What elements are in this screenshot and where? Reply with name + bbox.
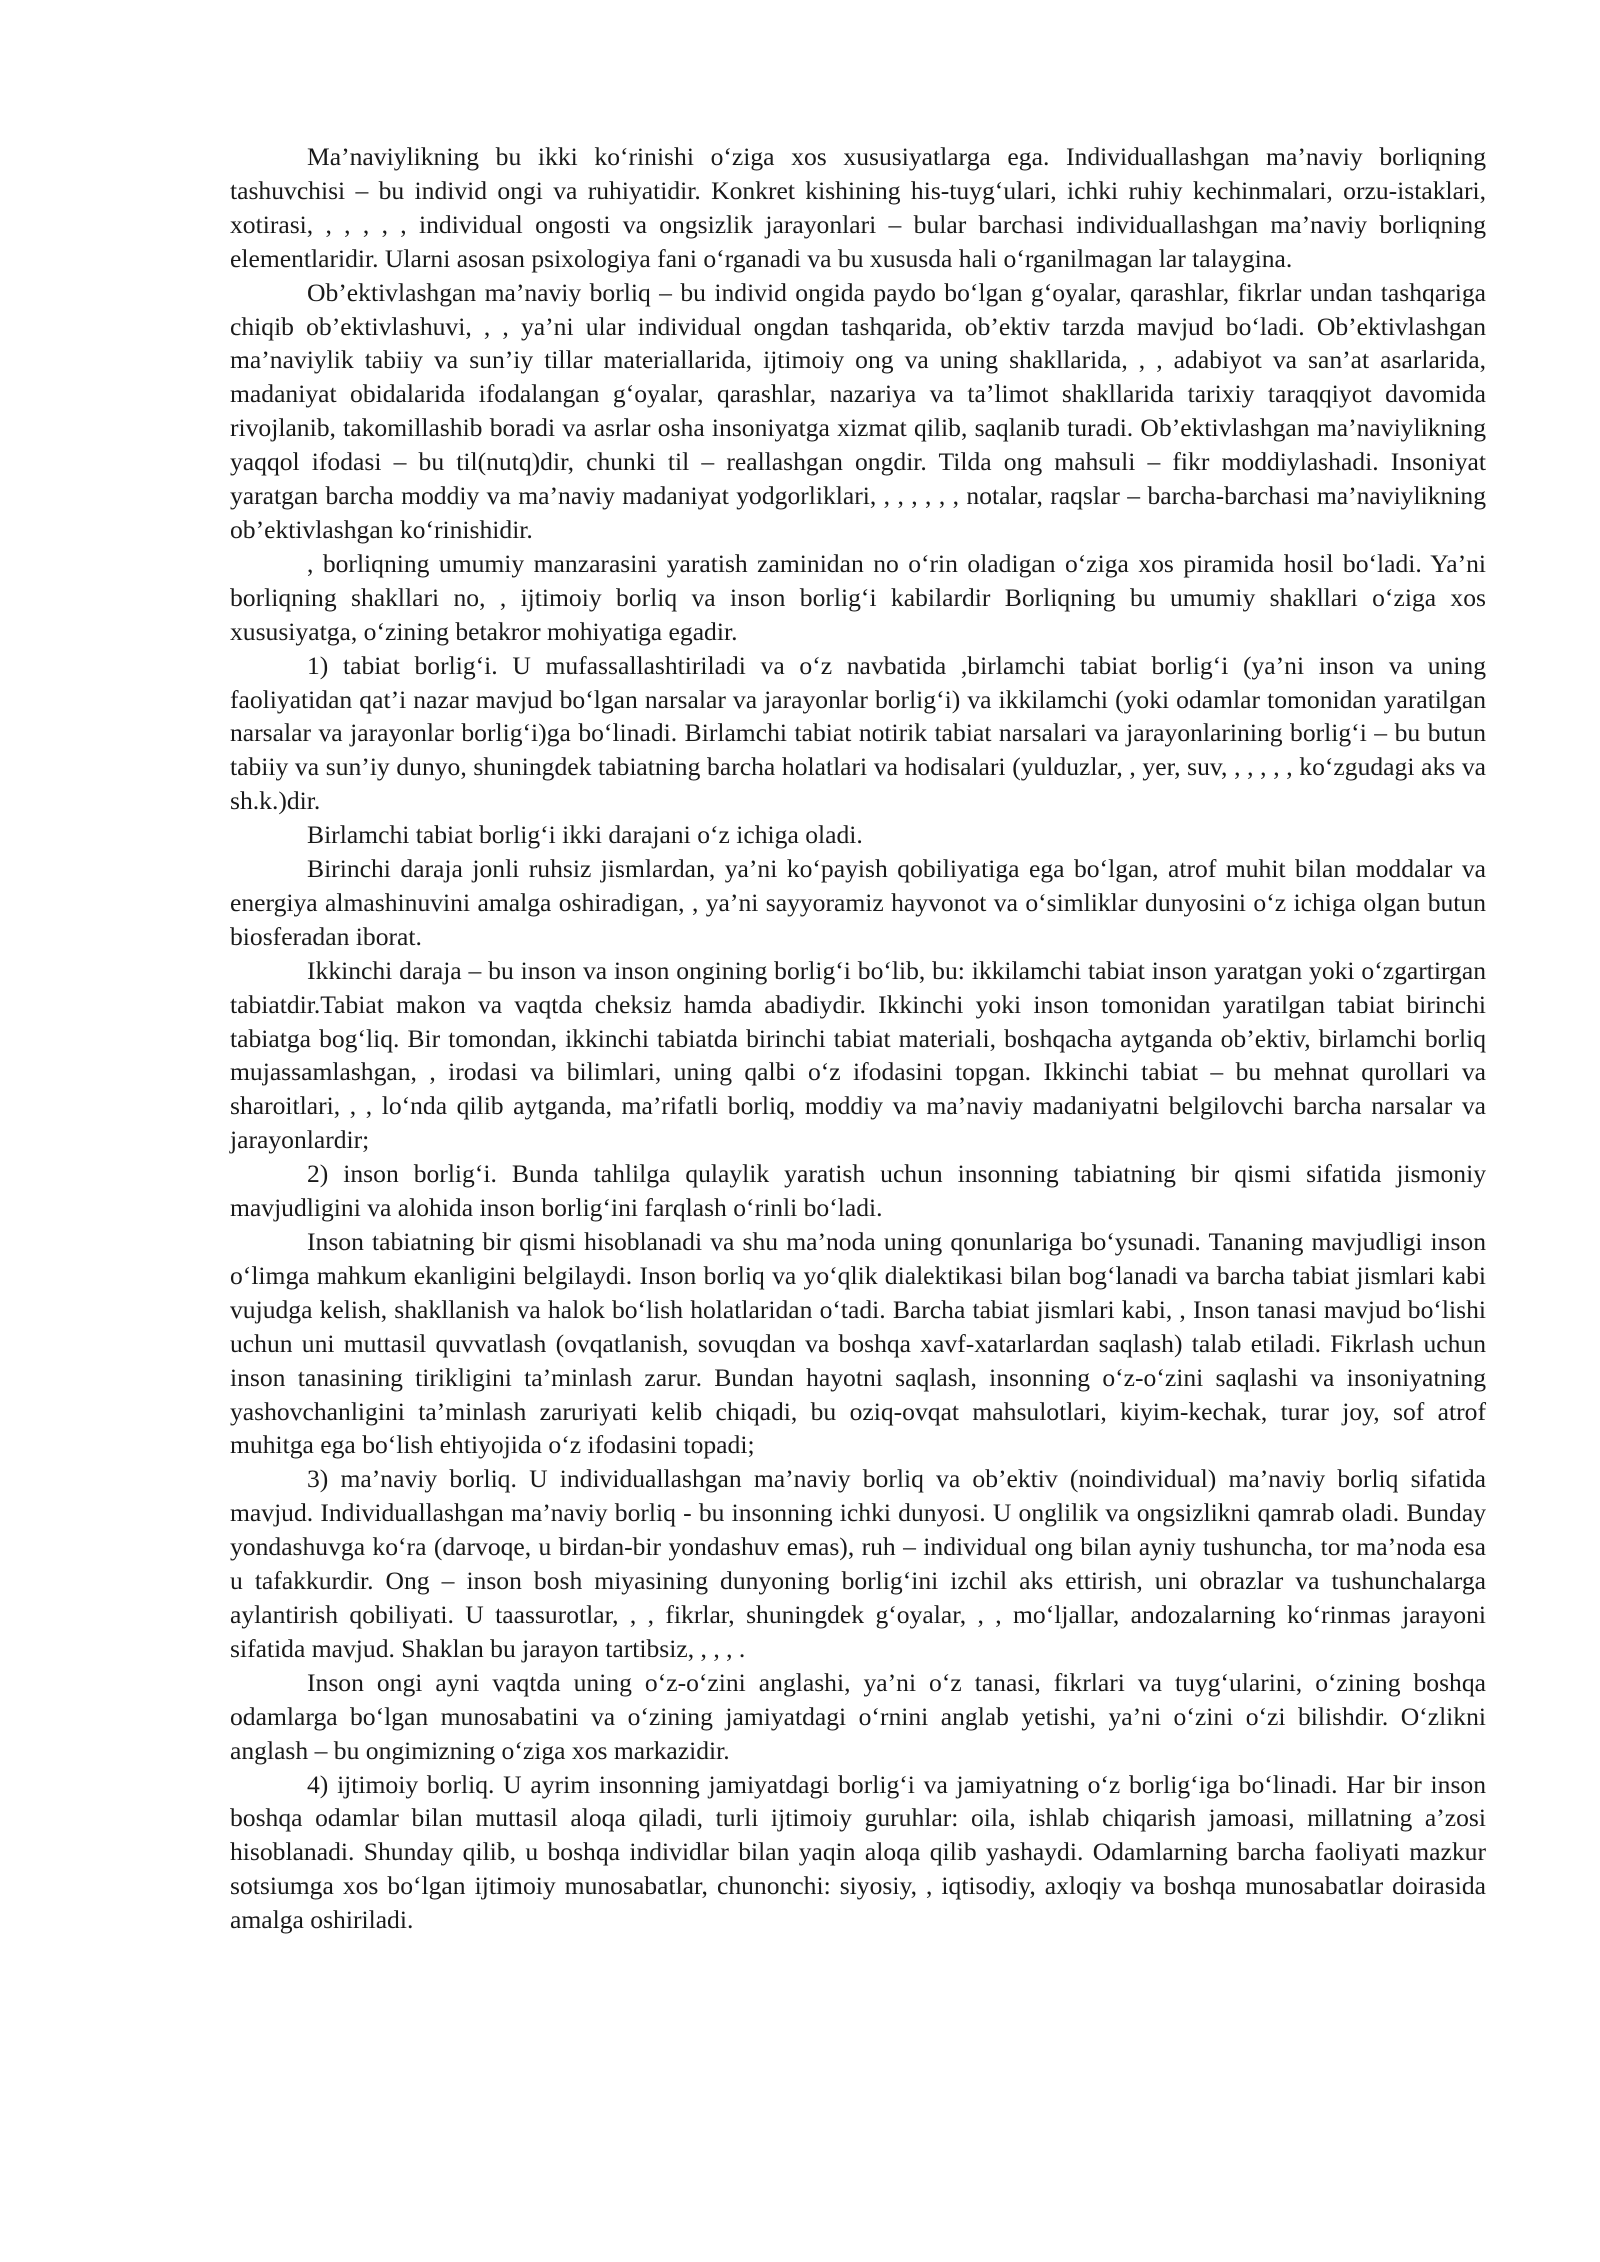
paragraph: Birlamchi tabiat borlig‘i ikki darajani o‘z ichiga oladi. — [307, 820, 863, 850]
paragraph: Ob’ektivlashgan ma’naviy borliq – bu individ ongida paydo bo‘lgan g‘oyalar, qarashlar, fikrlar undan tashqariga chiqib ob’ektivlashuvi, , , ya’ni ular individual ongdan tashqarida, ob’ektiv tarzda mavjud bo‘ladi. Ob’ektivlashgan ma’naviylik tabiiy va sun’iy tillar materiallarida, ijtimoiy ong va uning shakllarida, , , adabiyot va san’at asarlarida, madaniyat obidalarida ifodalangan g‘oyalar, qarashlar, nazariya va ta’limot shakllarida tarixiy taraqqiyot davomida rivojlanib, takomillashib boradi va asrlar osha insoniyatga xizmat qilib, saqlanib turadi. Ob’ektivlashgan ma’naviylikning yaqqol ifodasi – bu til(nutq)dir, chunki til – reallashgan ongdir. Tilda ong mahsuli – fikr moddiylashadi. Insoniyat yaratgan barcha moddiy va ma’naviy madaniyat yodgorliklari, , , , , , , notalar, raqslar – barcha-barchasi ma’naviylikning ob’ektivlashgan ko‘rinishidir. — [230, 277, 1486, 544]
paragraph: Ma’naviylikning bu ikki ko‘rinishi o‘ziga xos xususiyatlarga ega. Individuallashgan ma’naviy borliqning tashuvchisi – bu individ ongi va ruhiyatidir. Konkret kishining his-tuyg‘ulari, ichki ruhiy kechinmalari, orzu-istaklari, xotirasi, , , , , , individual ongosti va ongsizlik jarayonlari – bular barchasi individuallashgan ma’naviy borliqning elementlaridir. Ularni asosan psixologiya fani o‘rganadi va bu xususda hali o‘rganilmagan lar talaygina. — [230, 142, 1486, 273]
paragraph: , borliqning umumiy manzarasini yaratish zaminidan no o‘rin oladigan o‘ziga xos piramida hosil bo‘ladi. Ya’ni borliqning shakllari no, , ijtimoiy borliq va inson borlig‘i kabilardir Borliqning bu umumiy shakllari o‘ziga xos xususiyatga, o‘zining betakror mohiyatiga egadir. — [230, 548, 1486, 646]
paragraph: 3) ma’naviy borliq. U individuallashgan ma’naviy borliq va ob’ektiv (noindividual) ma’naviy borliq sifatida mavjud. Individuallashgan ma’naviy borliq - bu insonning ichki dunyosi. U onglilik va ongsizlikni qamrab oladi. Bunday yondashuvga ko‘ra (darvoqe, u birdan-bir yondashuv emas), ruh – individual ong bilan ayniy tushuncha, tor ma’noda esa u tafakkurdir. Ong – inson bosh miyasining dunyoning borlig‘ini izchil aks ettirish, uni obrazlar va tushunchalarga aylantirish qobiliyati. U taassurotlar, , , fikrlar, shuningdek g‘oyalar, , , mo‘ljallar, andozalarning ko‘rinmas jarayoni sifatida mavjud. Shaklan bu jarayon tartibsiz, , , , . — [230, 1464, 1486, 1663]
paragraph: 2) inson borlig‘i. Bunda tahlilga qulaylik yaratish uchun insonning tabiatning bir qismi sifatida jismoniy mavjudligini va alohida inson borlig‘ini farqlash o‘rinli bo‘ladi. — [230, 1159, 1486, 1223]
paragraph: 1) tabiat borlig‘i. U mufassallashtiriladi va o‘z navbatida ,birlamchi tabiat borlig‘i (ya’ni inson va uning faoliyatidan qat’i nazar mavjud bo‘lgan narsalar va jarayonlar borlig‘i) va ikkilamchi (yoki odamlar tomonidan yaratilgan narsalar va jarayonlar borlig‘i)ga bo‘linadi. Birlamchi tabiat notirik tabiat narsalari va jarayonlarining borlig‘i – bu butun tabiiy va sun’iy dunyo, shuningdek tabiatning barcha holatlari va hodisalari (yulduzlar, , yer, suv, , , , , , ko‘zgudagi aks va sh.k.)dir. — [230, 650, 1486, 816]
paragraph: Birinchi daraja jonli ruhsiz jismlardan, ya’ni ko‘payish qobiliyatiga ega bo‘lgan, atrof muhit bilan moddalar va energiya almashinuvini amalga oshiradigan, , ya’ni sayyoramiz hayvonot va o‘simliklar dunyosini o‘z ichiga olgan butun biosferadan iborat. — [230, 854, 1486, 951]
paragraph: Ikkinchi daraja – bu inson va inson ongining borlig‘i bo‘lib, bu: ikkilamchi tabiat inson yaratgan yoki o‘zgartirgan tabiatdir.Tabiat makon va vaqtda cheksiz hamda abadiydir. Ikkinchi yoki inson tomonidan yaratilgan tabiat birinchi tabiatga bog‘liq. Bir tomondan, ikkinchi tabiatda birinchi tabiat materiali, boshqacha aytganda ob’ektiv, birlamchi borliq mujassamlashgan, , irodasi va bilimlari, uning qalbi o‘z ifodasini topgan. Ikkinchi tabiat – bu mehnat qurollari va sharoitlari, , , lo‘nda qilib aytganda, ma’rifatli borliq, moddiy va ma’naviy madaniyatni belgilovchi barcha narsalar va jarayonlardir; — [230, 955, 1486, 1155]
document-page — [230, 140, 1486, 1937]
paragraph: 4) ijtimoiy borliq. U ayrim insonning jamiyatdagi borlig‘i va jamiyatning o‘z borlig‘iga bo‘linadi. Har bir inson boshqa odamlar bilan muttasil aloqa qiladi, turli ijtimoiy guruhlar: oila, ishlab chiqarish jamoasi, millatning a’zosi hisoblanadi. Shunday qilib, u boshqa individlar bilan yaqin aloqa qilib yashaydi. Odamlarning barcha faoliyati mazkur sotsiumga xos bo‘lgan ijtimoiy munosabatlar, chunonchi: siyosiy, , iqtisodiy, axloqiy va boshqa munosabatlar doirasida amalga oshiriladi. — [230, 1769, 1486, 1935]
paragraph: Inson ongi ayni vaqtda uning o‘z-o‘zini anglashi, ya’ni o‘z tanasi, fikrlari va tuyg‘ularini, o‘zining boshqa odamlarga bo‘lgan munosabatini va o‘zining jamiyatdagi o‘rnini anglab yetishi, ya’ni o‘zini o‘zi bilishdir. O‘zlikni anglash – bu ongimizning o‘ziga xos markazidir. — [230, 1667, 1486, 1765]
paragraph: Inson tabiatning bir qismi hisoblanadi va shu ma’noda uning qonunlariga bo‘ysunadi. Tananing mavjudligi inson o‘limga mahkum ekanligini belgilaydi. Inson borliq va yo‘qlik dialektikasi bilan bog‘lanadi va barcha tabiat jismlari kabi vujudga kelish, shakllanish va halok bo‘lish holatlaridan o‘tadi. Barcha tabiat jismlari kabi, , Inson tanasi mavjud bo‘lishi uchun uni muttasil quvvatlash (ovqatlanish, sovuqdan va boshqa xavf-xatarlardan saqlash) talab etiladi. Fikrlash uchun inson tanasining tirikligini ta’minlash zarur. Bundan hayotni saqlash, insonning o‘z-o‘zini saqlashi va insoniyatning yashovchanligini ta’minlash zaruriyati kelib chiqadi, bu oziq-ovqat mahsulotlari, kiyim-kechak, turar joy, sof atrof muhitga ega bo‘lish ehtiyojida o‘z ifodasini topadi; — [230, 1227, 1486, 1460]
